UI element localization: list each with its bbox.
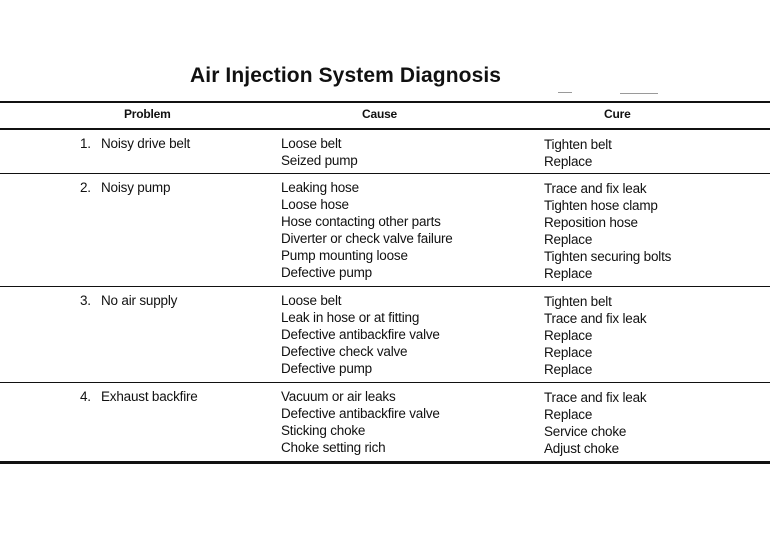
header-cause: Cause	[362, 107, 398, 121]
row-number: 3.	[80, 293, 91, 308]
problem-cell	[80, 292, 177, 309]
cure-list	[544, 389, 646, 457]
row-number: 1.	[80, 136, 91, 151]
cure-item: Tighten belt	[544, 294, 612, 309]
cause-item: Seized pump	[281, 153, 358, 168]
cure-item: Trace and fix leak	[544, 311, 647, 326]
problem-text: Exhaust backfire	[101, 389, 198, 404]
problem-cell	[80, 179, 170, 196]
table-title: Air Injection System Diagnosis	[190, 64, 502, 87]
cause-item: Leak in hose or at fitting	[281, 310, 420, 325]
problem-cell	[80, 135, 190, 152]
cure-item: Adjust choke	[544, 441, 619, 456]
cause-item: Loose belt	[281, 293, 342, 308]
header-top-rule	[0, 101, 770, 103]
cure-item: Service choke	[544, 424, 627, 439]
header-cure: Cure	[604, 107, 631, 121]
cure-item: Replace	[544, 362, 593, 377]
header-problem: Problem	[124, 107, 171, 121]
cause-item: Loose hose	[281, 197, 349, 212]
cause-list	[281, 388, 440, 456]
cure-list	[544, 293, 646, 378]
cause-item: Leaking hose	[281, 180, 359, 195]
row-divider	[0, 382, 770, 383]
cause-list	[281, 135, 358, 169]
cause-item: Diverter or check valve failure	[281, 231, 453, 246]
row-divider	[0, 286, 770, 287]
cause-list	[281, 292, 440, 377]
cause-item: Pump mounting loose	[281, 248, 408, 263]
cure-list	[544, 180, 671, 282]
problem-text: Noisy pump	[101, 180, 171, 195]
cure-list	[544, 136, 612, 170]
cure-item: Replace	[544, 266, 593, 281]
cause-item: Defective antibackfire valve	[281, 327, 440, 342]
cause-list	[281, 179, 453, 281]
row-divider	[0, 173, 770, 174]
cure-item: Reposition hose	[544, 215, 638, 230]
cause-item: Choke setting rich	[281, 440, 386, 455]
cause-item: Defective check valve	[281, 344, 408, 359]
cure-item: Replace	[544, 232, 593, 247]
scan-artifact-mark	[620, 93, 658, 94]
cause-item: Defective antibackfire valve	[281, 406, 440, 421]
cure-item: Trace and fix leak	[544, 181, 647, 196]
cure-item: Tighten belt	[544, 137, 612, 152]
scan-artifact-mark	[558, 92, 572, 93]
cause-item: Loose belt	[281, 136, 342, 151]
cure-item: Replace	[544, 345, 593, 360]
cure-item: Replace	[544, 407, 593, 422]
cause-item: Sticking choke	[281, 423, 366, 438]
cause-item: Hose contacting other parts	[281, 214, 441, 229]
problem-cell	[80, 388, 198, 405]
cure-item: Replace	[544, 154, 593, 169]
cause-item: Vacuum or air leaks	[281, 389, 396, 404]
header-bottom-rule	[0, 128, 770, 130]
table-bottom-rule	[0, 461, 770, 464]
cure-item: Trace and fix leak	[544, 390, 647, 405]
cause-item: Defective pump	[281, 361, 372, 376]
cure-item: Tighten hose clamp	[544, 198, 658, 213]
problem-text: Noisy drive belt	[101, 136, 191, 151]
row-number: 2.	[80, 180, 91, 195]
cure-item: Replace	[544, 328, 593, 343]
row-number: 4.	[80, 389, 91, 404]
problem-text: No air supply	[101, 293, 178, 308]
cure-item: Tighten securing bolts	[544, 249, 672, 264]
cause-item: Defective pump	[281, 265, 372, 280]
